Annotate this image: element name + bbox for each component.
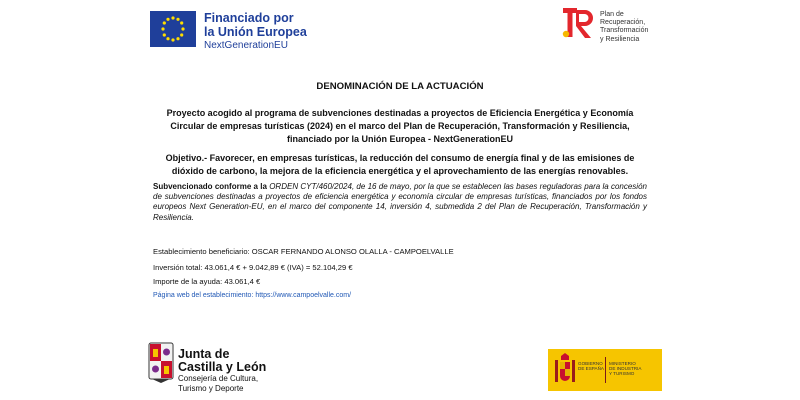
gobierno-text: GOBIERNO DE ESPAÑA [578, 361, 604, 372]
website-link[interactable]: Página web del establecimiento: https://www.campoelvalle.com/ [153, 292, 352, 299]
eu-logo-line2: la Unión Europea [204, 25, 307, 39]
gobierno-espana-logo [548, 349, 662, 391]
prtr-line1: Plan de [600, 11, 624, 18]
prtr-mark-icon [561, 4, 597, 42]
prtr-line3: Transformación [600, 27, 649, 35]
prtr-logo [561, 4, 681, 46]
regulation-order: ORDEN CYT/460/2024, de 16 de mayo, por la que se establecen las bases reguladoras para la concesión de subvenciones destinadas a proyectos de eficiencia energética y economía circular de empresas turísticas, financiados por los fondos europeos Next Generation-EU, en el marco del componente 14, inversión 4, submedida 2 del Plan de Recuperación, Transformación y Resiliencia. [153, 182, 647, 222]
prtr-line4: y Resiliencia [600, 35, 640, 43]
junta-line2: Castilla y León [178, 360, 267, 374]
eu-flag-icon [150, 11, 196, 47]
regulation-paragraph [153, 182, 647, 223]
document-title: DENOMINACIÓN DE LA ACTUACIÓN [316, 81, 484, 92]
aid-amount-field: Importe de la ayuda: 43.061,4 € [153, 277, 261, 286]
junta-castilla-leon-logo [148, 342, 278, 397]
eu-logo-line1: Financiado por [204, 11, 294, 25]
junta-line4: Turismo y Deporte [178, 383, 244, 393]
project-description: Proyecto acogido al programa de subvenciones destinadas a proyectos de Eficiencia Energética y Economía Circular de empresas turísticas (2024) en el marco del Plan de Recuperación, Transformación y Resiliencia, financiado por la Unión Europea - NextGenerationEU [166, 108, 634, 144]
beneficiary-field: Establecimiento beneficiario: OSCAR FERNANDO ALONSO OLALLA - CAMPOELVALLE [153, 247, 454, 256]
junta-shield-icon [148, 342, 174, 384]
regulation-lead: Subvencionado conforme a la [153, 182, 267, 191]
junta-line1: Junta de [178, 347, 230, 361]
eu-funding-logo [150, 11, 307, 51]
investment-field: Inversión total: 43.061,4 € + 9.042,89 € (IVA) = 52.104,29 € [153, 263, 353, 272]
objective-text: Objetivo.- Favorecer, en empresas turísticas, la reducción del consumo de energía final y de las emisiones de dióxido de carbono, la mejora de la eficiencia energética y el aprovechamiento de las energías renovables. [165, 153, 635, 176]
eu-logo-line3: NextGenerationEU [204, 40, 288, 51]
ministerio-text: MINISTERIO DE INDUSTRIA Y TURISMO [609, 361, 642, 377]
gobierno-divider [605, 357, 606, 383]
prtr-line2: Recuperación, [600, 19, 646, 27]
junta-line3: Consejería de Cultura, [178, 374, 259, 383]
spain-crest-icon [554, 352, 576, 388]
